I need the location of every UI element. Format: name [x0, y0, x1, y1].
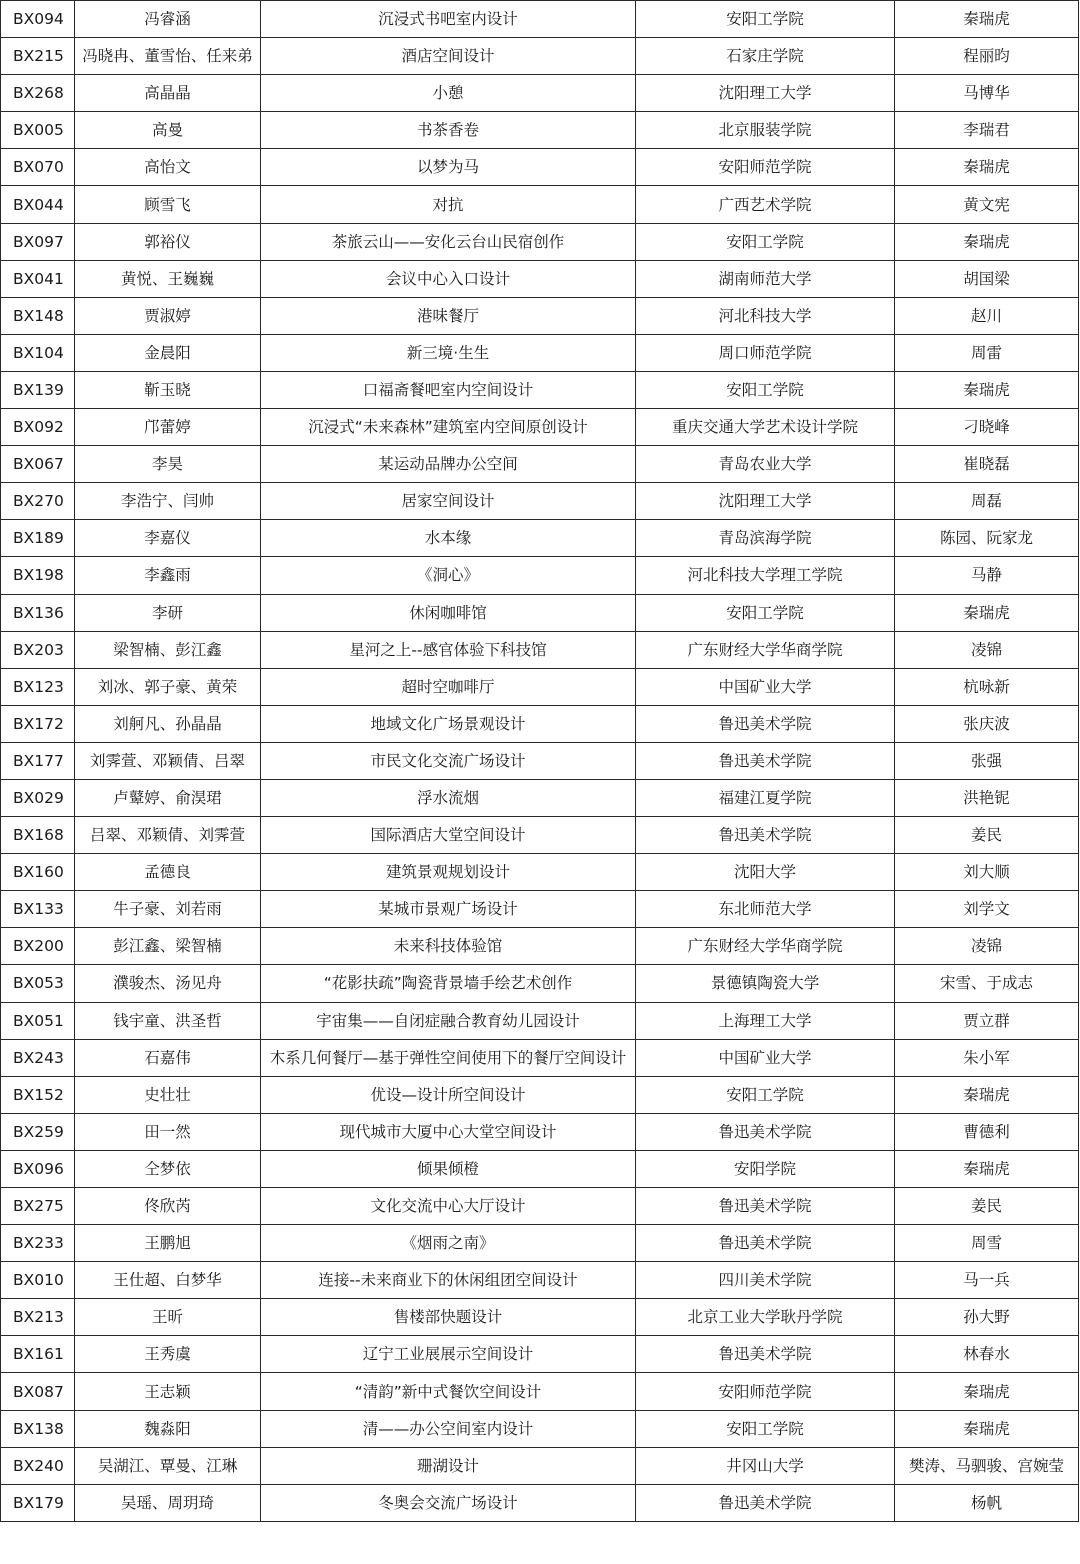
entry-id-cell: BX215 [1, 38, 75, 75]
entry-id-cell: BX051 [1, 1002, 75, 1039]
author-cell: 吕翠、邓颖倩、刘霁萱 [75, 817, 261, 854]
entry-id-cell: BX275 [1, 1188, 75, 1225]
school-cell: 沈阳理工大学 [636, 75, 895, 112]
school-cell: 湖南师范大学 [636, 260, 895, 297]
school-cell: 安阳学院 [636, 1150, 895, 1187]
author-cell: 仝梦依 [75, 1150, 261, 1187]
advisor-cell: 陈园、阮家龙 [895, 520, 1079, 557]
work-title-cell: 辽宁工业展展示空间设计 [261, 1336, 636, 1373]
entry-id-cell: BX044 [1, 186, 75, 223]
advisor-cell: 崔晓磊 [895, 446, 1079, 483]
table-row [1, 1225, 1079, 1262]
entry-id-cell: BX233 [1, 1225, 75, 1262]
table-row [1, 668, 1079, 705]
advisor-cell: 秦瑞虎 [895, 594, 1079, 631]
entry-id-cell: BX094 [1, 1, 75, 38]
advisor-cell: 曹德利 [895, 1113, 1079, 1150]
school-cell: 安阳工学院 [636, 594, 895, 631]
advisor-cell: 胡国梁 [895, 260, 1079, 297]
author-cell: 李研 [75, 594, 261, 631]
entry-id-cell: BX177 [1, 742, 75, 779]
work-title-cell: 珊湖设计 [261, 1447, 636, 1484]
author-cell: 王仕超、白梦华 [75, 1262, 261, 1299]
entry-id-cell: BX172 [1, 705, 75, 742]
school-cell: 青岛滨海学院 [636, 520, 895, 557]
school-cell: 鲁迅美术学院 [636, 1336, 895, 1373]
author-cell: 李嘉仪 [75, 520, 261, 557]
author-cell: 刘冰、郭子豪、黄荣 [75, 668, 261, 705]
entry-id-cell: BX005 [1, 112, 75, 149]
table-row [1, 1076, 1079, 1113]
table-row [1, 1299, 1079, 1336]
advisor-cell: 马博华 [895, 75, 1079, 112]
work-title-cell: 宇宙集——自闭症融合教育幼儿园设计 [261, 1002, 636, 1039]
advisor-cell: 马静 [895, 557, 1079, 594]
work-title-cell: 茶旅云山——安化云台山民宿创作 [261, 223, 636, 260]
author-cell: 王鹏旭 [75, 1225, 261, 1262]
table-row [1, 1150, 1079, 1187]
table-row [1, 1373, 1079, 1410]
advisor-cell: 马一兵 [895, 1262, 1079, 1299]
author-cell: 吴瑶、周玥琦 [75, 1484, 261, 1521]
advisor-cell: 杭咏新 [895, 668, 1079, 705]
entry-id-cell: BX010 [1, 1262, 75, 1299]
school-cell: 福建江夏学院 [636, 779, 895, 816]
table-row [1, 557, 1079, 594]
author-cell: 彭江鑫、梁智楠 [75, 928, 261, 965]
work-title-cell: 国际酒店大堂空间设计 [261, 817, 636, 854]
entry-id-cell: BX096 [1, 1150, 75, 1187]
entry-id-cell: BX133 [1, 891, 75, 928]
table-row [1, 186, 1079, 223]
school-cell: 鲁迅美术学院 [636, 1188, 895, 1225]
author-cell: 佟欣芮 [75, 1188, 261, 1225]
work-title-cell: 小憩 [261, 75, 636, 112]
table-row [1, 334, 1079, 371]
entry-id-cell: BX097 [1, 223, 75, 260]
school-cell: 河北科技大学理工学院 [636, 557, 895, 594]
entry-id-cell: BX161 [1, 1336, 75, 1373]
table-row [1, 260, 1079, 297]
school-cell: 中国矿业大学 [636, 1039, 895, 1076]
school-cell: 广东财经大学华商学院 [636, 631, 895, 668]
school-cell: 安阳师范学院 [636, 149, 895, 186]
work-title-cell: 某运动品牌办公空间 [261, 446, 636, 483]
work-title-cell: 售楼部快题设计 [261, 1299, 636, 1336]
work-title-cell: 沉浸式书吧室内设计 [261, 1, 636, 38]
work-title-cell: 休闲咖啡馆 [261, 594, 636, 631]
author-cell: 王志颖 [75, 1373, 261, 1410]
table-row [1, 705, 1079, 742]
work-title-cell: 港味餐厅 [261, 297, 636, 334]
school-cell: 北京工业大学耿丹学院 [636, 1299, 895, 1336]
entry-id-cell: BX203 [1, 631, 75, 668]
entry-id-cell: BX259 [1, 1113, 75, 1150]
work-title-cell: 优设—设计所空间设计 [261, 1076, 636, 1113]
table-row [1, 371, 1079, 408]
entry-id-cell: BX168 [1, 817, 75, 854]
advisor-cell: 刘学文 [895, 891, 1079, 928]
work-title-cell: 连接--未来商业下的休闲组团空间设计 [261, 1262, 636, 1299]
school-cell: 中国矿业大学 [636, 668, 895, 705]
school-cell: 鲁迅美术学院 [636, 817, 895, 854]
advisor-cell: 程丽昀 [895, 38, 1079, 75]
school-cell: 石家庄学院 [636, 38, 895, 75]
work-title-cell: 会议中心入口设计 [261, 260, 636, 297]
author-cell: 梁智楠、彭江鑫 [75, 631, 261, 668]
entry-id-cell: BX189 [1, 520, 75, 557]
advisor-cell: 杨帆 [895, 1484, 1079, 1521]
table-row [1, 1188, 1079, 1225]
work-title-cell: 《烟雨之南》 [261, 1225, 636, 1262]
advisor-cell: 凌锦 [895, 631, 1079, 668]
entry-id-cell: BX200 [1, 928, 75, 965]
advisor-cell: 张庆波 [895, 705, 1079, 742]
work-title-cell: 文化交流中心大厅设计 [261, 1188, 636, 1225]
advisor-cell: 黄文宪 [895, 186, 1079, 223]
advisor-cell: 孙大野 [895, 1299, 1079, 1336]
advisor-cell: 秦瑞虎 [895, 1, 1079, 38]
advisor-cell: 秦瑞虎 [895, 1076, 1079, 1113]
work-title-cell: 木系几何餐厅—基于弹性空间使用下的餐厅空间设计 [261, 1039, 636, 1076]
advisor-cell: 姜民 [895, 817, 1079, 854]
work-title-cell: 现代城市大厦中心大堂空间设计 [261, 1113, 636, 1150]
table-row [1, 223, 1079, 260]
work-title-cell: 《洞心》 [261, 557, 636, 594]
school-cell: 上海理工大学 [636, 1002, 895, 1039]
table-row [1, 594, 1079, 631]
author-cell: 王秀虞 [75, 1336, 261, 1373]
table-row [1, 1039, 1079, 1076]
school-cell: 沈阳大学 [636, 854, 895, 891]
work-title-cell: 酒店空间设计 [261, 38, 636, 75]
table-row [1, 1002, 1079, 1039]
entry-id-cell: BX029 [1, 779, 75, 816]
advisor-cell: 刁晓峰 [895, 409, 1079, 446]
author-cell: 孟德良 [75, 854, 261, 891]
table-row [1, 1447, 1079, 1484]
advisor-cell: 贾立群 [895, 1002, 1079, 1039]
advisor-cell: 洪艳铌 [895, 779, 1079, 816]
author-cell: 田一然 [75, 1113, 261, 1150]
table-row [1, 1336, 1079, 1373]
work-title-cell: 冬奥会交流广场设计 [261, 1484, 636, 1521]
entry-id-cell: BX041 [1, 260, 75, 297]
school-cell: 青岛农业大学 [636, 446, 895, 483]
author-cell: 冯睿涵 [75, 1, 261, 38]
school-cell: 鲁迅美术学院 [636, 742, 895, 779]
author-cell: 靳玉晓 [75, 371, 261, 408]
school-cell: 鲁迅美术学院 [636, 705, 895, 742]
entry-id-cell: BX070 [1, 149, 75, 186]
advisor-cell: 秦瑞虎 [895, 1150, 1079, 1187]
author-cell: 牛子豪、刘若雨 [75, 891, 261, 928]
table-row [1, 112, 1079, 149]
work-title-cell: 超时空咖啡厅 [261, 668, 636, 705]
school-cell: 安阳工学院 [636, 371, 895, 408]
work-title-cell: 居家空间设计 [261, 483, 636, 520]
table-row [1, 779, 1079, 816]
advisor-cell: 秦瑞虎 [895, 1373, 1079, 1410]
author-cell: 高怡文 [75, 149, 261, 186]
author-cell: 李鑫雨 [75, 557, 261, 594]
advisor-cell: 秦瑞虎 [895, 149, 1079, 186]
entry-id-cell: BX139 [1, 371, 75, 408]
work-title-cell: 未来科技体验馆 [261, 928, 636, 965]
advisor-cell: 周磊 [895, 483, 1079, 520]
table-row [1, 446, 1079, 483]
author-cell: 郭裕仪 [75, 223, 261, 260]
work-title-cell: 以梦为马 [261, 149, 636, 186]
school-cell: 广西艺术学院 [636, 186, 895, 223]
table-row [1, 149, 1079, 186]
work-title-cell: 水本缘 [261, 520, 636, 557]
entry-id-cell: BX136 [1, 594, 75, 631]
work-title-cell: 星河之上--感官体验下科技馆 [261, 631, 636, 668]
school-cell: 广东财经大学华商学院 [636, 928, 895, 965]
work-title-cell: 对抗 [261, 186, 636, 223]
work-title-cell: 建筑景观规划设计 [261, 854, 636, 891]
entries-table-body [1, 1, 1079, 1522]
school-cell: 鲁迅美术学院 [636, 1225, 895, 1262]
school-cell: 沈阳理工大学 [636, 483, 895, 520]
author-cell: 卢鼙婷、俞淏珺 [75, 779, 261, 816]
advisor-cell: 周雪 [895, 1225, 1079, 1262]
advisor-cell: 姜民 [895, 1188, 1079, 1225]
school-cell: 安阳工学院 [636, 223, 895, 260]
school-cell: 重庆交通大学艺术设计学院 [636, 409, 895, 446]
author-cell: 濮骏杰、汤见舟 [75, 965, 261, 1002]
entry-id-cell: BX243 [1, 1039, 75, 1076]
author-cell: 顾雪飞 [75, 186, 261, 223]
table-row [1, 1, 1079, 38]
table-row [1, 75, 1079, 112]
entry-id-cell: BX138 [1, 1410, 75, 1447]
work-title-cell: 清——办公空间室内设计 [261, 1410, 636, 1447]
entry-id-cell: BX268 [1, 75, 75, 112]
table-row [1, 854, 1079, 891]
entry-id-cell: BX270 [1, 483, 75, 520]
school-cell: 安阳工学院 [636, 1410, 895, 1447]
table-row [1, 965, 1079, 1002]
work-title-cell: 书茶香卷 [261, 112, 636, 149]
school-cell: 井冈山大学 [636, 1447, 895, 1484]
school-cell: 鲁迅美术学院 [636, 1113, 895, 1150]
advisor-cell: 朱小军 [895, 1039, 1079, 1076]
advisor-cell: 张强 [895, 742, 1079, 779]
author-cell: 魏淼阳 [75, 1410, 261, 1447]
school-cell: 河北科技大学 [636, 297, 895, 334]
advisor-cell: 宋雪、于成志 [895, 965, 1079, 1002]
author-cell: 刘舸凡、孙晶晶 [75, 705, 261, 742]
entry-id-cell: BX092 [1, 409, 75, 446]
table-row [1, 520, 1079, 557]
work-title-cell: “花影扶疏”陶瓷背景墙手绘艺术创作 [261, 965, 636, 1002]
author-cell: 吴湖江、覃曼、江琳 [75, 1447, 261, 1484]
author-cell: 高晶晶 [75, 75, 261, 112]
entry-id-cell: BX160 [1, 854, 75, 891]
entry-id-cell: BX148 [1, 297, 75, 334]
table-row [1, 38, 1079, 75]
entry-id-cell: BX053 [1, 965, 75, 1002]
entry-id-cell: BX087 [1, 1373, 75, 1410]
table-row [1, 742, 1079, 779]
author-cell: 李浩宁、闫帅 [75, 483, 261, 520]
advisor-cell: 刘大顺 [895, 854, 1079, 891]
school-cell: 安阳师范学院 [636, 1373, 895, 1410]
work-title-cell: 沉浸式“未来森林”建筑室内空间原创设计 [261, 409, 636, 446]
work-title-cell: 某城市景观广场设计 [261, 891, 636, 928]
author-cell: 钱宇童、洪圣哲 [75, 1002, 261, 1039]
author-cell: 邝蕾婷 [75, 409, 261, 446]
work-title-cell: 口福斋餐吧室内空间设计 [261, 371, 636, 408]
work-title-cell: 浮水流烟 [261, 779, 636, 816]
school-cell: 安阳工学院 [636, 1076, 895, 1113]
table-row [1, 297, 1079, 334]
school-cell: 鲁迅美术学院 [636, 1484, 895, 1521]
work-title-cell: 新三境·生生 [261, 334, 636, 371]
table-row [1, 631, 1079, 668]
table-row [1, 1484, 1079, 1521]
school-cell: 东北师范大学 [636, 891, 895, 928]
author-cell: 史壮壮 [75, 1076, 261, 1113]
work-title-cell: 倾果倾橙 [261, 1150, 636, 1187]
advisor-cell: 秦瑞虎 [895, 223, 1079, 260]
table-row [1, 891, 1079, 928]
author-cell: 刘霁萱、邓颖倩、吕翠 [75, 742, 261, 779]
school-cell: 周口师范学院 [636, 334, 895, 371]
advisor-cell: 林春水 [895, 1336, 1079, 1373]
school-cell: 四川美术学院 [636, 1262, 895, 1299]
author-cell: 李昊 [75, 446, 261, 483]
school-cell: 安阳工学院 [636, 1, 895, 38]
author-cell: 贾淑婷 [75, 297, 261, 334]
table-row [1, 1113, 1079, 1150]
entry-id-cell: BX123 [1, 668, 75, 705]
author-cell: 黄悦、王巍巍 [75, 260, 261, 297]
author-cell: 石嘉伟 [75, 1039, 261, 1076]
advisor-cell: 赵川 [895, 297, 1079, 334]
author-cell: 金晨阳 [75, 334, 261, 371]
table-row [1, 483, 1079, 520]
table-row [1, 817, 1079, 854]
advisor-cell: 李瑞君 [895, 112, 1079, 149]
table-row [1, 409, 1079, 446]
table-row [1, 1262, 1079, 1299]
entry-id-cell: BX152 [1, 1076, 75, 1113]
entry-id-cell: BX198 [1, 557, 75, 594]
entry-id-cell: BX213 [1, 1299, 75, 1336]
author-cell: 高曼 [75, 112, 261, 149]
work-title-cell: “清韵”新中式餐饮空间设计 [261, 1373, 636, 1410]
advisor-cell: 秦瑞虎 [895, 1410, 1079, 1447]
advisor-cell: 凌锦 [895, 928, 1079, 965]
school-cell: 景德镇陶瓷大学 [636, 965, 895, 1002]
author-cell: 王昕 [75, 1299, 261, 1336]
entry-id-cell: BX067 [1, 446, 75, 483]
entry-id-cell: BX179 [1, 1484, 75, 1521]
entry-id-cell: BX104 [1, 334, 75, 371]
work-title-cell: 地域文化广场景观设计 [261, 705, 636, 742]
advisor-cell: 秦瑞虎 [895, 371, 1079, 408]
table-row [1, 1410, 1079, 1447]
advisor-cell: 周雷 [895, 334, 1079, 371]
advisor-cell: 樊涛、马驷骏、宫婉莹 [895, 1447, 1079, 1484]
school-cell: 北京服装学院 [636, 112, 895, 149]
table-row [1, 928, 1079, 965]
work-title-cell: 市民文化交流广场设计 [261, 742, 636, 779]
author-cell: 冯晓冉、董雪怡、任来弟 [75, 38, 261, 75]
entry-id-cell: BX240 [1, 1447, 75, 1484]
